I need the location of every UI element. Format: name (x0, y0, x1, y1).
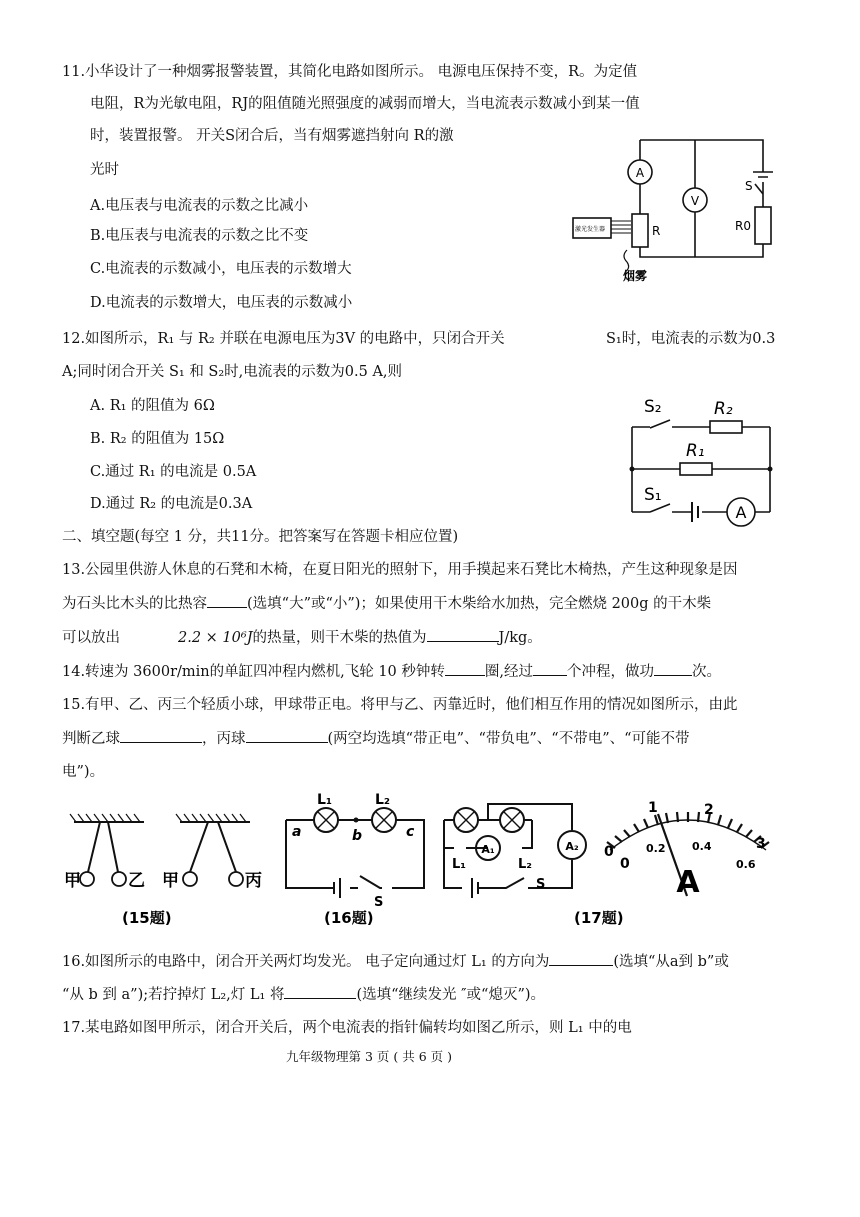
q15-line2 (62, 727, 690, 748)
q11-line3: 时，装置报警。 开关S闭合后，当有烟雾遮挡射向 R的激 (90, 128, 454, 144)
q14-blank-2[interactable] (533, 663, 567, 676)
fig17-l2: L₂ (518, 857, 532, 872)
fig17-caption: (17题) (574, 909, 624, 927)
q12-option-c: C.通过 R₁ 的电流是 0.5A (90, 464, 257, 480)
q16-blank-2[interactable] (284, 986, 356, 999)
fig16-l2: L₂ (375, 792, 391, 808)
q13-line3a: 可以放出 (62, 630, 120, 646)
q13-line3c: 的热量，则干木柴的热值为 (252, 630, 427, 646)
q12-line1b: S₁时，电流表的示数为0.3 (606, 331, 776, 347)
q14-part-d: 次。 (692, 664, 721, 680)
q15-line2c: (两空均选填“带正电”、“带负电”、“不带电”、“可能不带 (327, 731, 690, 747)
fig17-a1: A₁ (481, 843, 495, 856)
fig16-s: S (374, 895, 384, 910)
q11-circuit-figure (565, 132, 780, 287)
q14-part-a: 14.转速为 3600r/min的单缸四冲程内燃机,飞轮 10 秒钟转 (62, 664, 445, 680)
q13-line2 (62, 592, 711, 613)
q15-blank-2[interactable] (246, 730, 328, 743)
q11-laser-label: 激光发生器 (575, 226, 606, 233)
q17-line1: 17.某电路如图甲所示，闭合开关后，两个电流表的指针偏转均如图乙所示，则 L₁ 中的电 (62, 1020, 632, 1036)
fig17-s: S (536, 877, 546, 892)
fig17-unit-label: A (676, 865, 700, 900)
q16-line2a: “从 b 到 a”);若拧掉灯 L₂,灯 L₁ 将 (62, 987, 285, 1003)
fig15-jia-right: 甲 (162, 871, 179, 891)
q15-blank-1[interactable] (120, 730, 202, 743)
fig17-scale-0-outer: 0 (604, 844, 614, 860)
q16-line1a: 16.如图所示的电路中，闭合开关两灯均发光。 电子定向通过灯 L₁ 的方向为 (62, 954, 550, 970)
q11-line2: 电阻，R为光敏电阻，RJ的阻值随光照强度的减弱而增大，当电流表示数减小到某一值 (90, 96, 640, 112)
q12-s2-label: S₂ (644, 397, 662, 417)
q13-blank-2[interactable] (427, 629, 499, 642)
fig15-jia-left: 甲 (64, 871, 81, 891)
q13-unit: J/kg。 (498, 630, 542, 646)
q13-line2b: (选填“大”或“小”)；如果使用干木柴给水加热，完全燃烧 200g 的干木柴 (247, 596, 712, 612)
q11-option-d: D.电流表的示数增大，电压表的示数减小 (90, 295, 353, 311)
q12-line1a: 12.如图所示，R₁ 与 R₂ 并联在电源电压为3V 的电路中，只闭合开关 (62, 331, 505, 347)
q14-line (62, 660, 721, 681)
fig17-scale-0.2: 0.2 (646, 842, 666, 855)
q11-option-b: B.电压表与电流表的示数之比不变 (90, 228, 309, 244)
fig17-scale-0-inner: 0 (620, 856, 630, 872)
q11-option-c: C.电流表的示数减小，电压表的示数增大 (90, 261, 352, 277)
q11-voltmeter-label: V (690, 194, 700, 208)
q14-blank-1[interactable] (445, 663, 485, 676)
fig15-bing: 丙 (245, 871, 262, 891)
q15-line2b: ，丙球 (202, 731, 246, 747)
fig17-a2: A₂ (565, 840, 579, 853)
q13-blank-1[interactable] (207, 595, 247, 608)
fig17-scale-3: 3 (756, 836, 766, 852)
fig15-yi: 乙 (128, 871, 145, 891)
q12-line2: A;同时闭合开关 S₁ 和 S₂时,电流表的示数为0.5 A,则 (62, 364, 403, 380)
q16-line1b: (选填“从a到 b”或 (613, 954, 729, 970)
q16-line2b: (选填“继续发光 ″或“熄灭”)。 (356, 987, 546, 1003)
q15-line3: 电”)。 (62, 764, 105, 780)
fig15-caption: (15题) (122, 909, 172, 927)
fig17-scale-2: 2 (704, 802, 714, 818)
q13-line1: 13.公园里供游人休息的石凳和木椅，在夏日阳光的照射下，用手摸起来石凳比木椅热，产生这种现象是因 (62, 562, 738, 578)
q11-ammeter-label: A (635, 166, 645, 180)
q13-line3 (62, 626, 542, 647)
q14-part-b: 圈,经过 (484, 664, 533, 680)
q12-option-b: B. R₂ 的阻值为 15Ω (90, 431, 225, 447)
q11-option-a: A.电压表与电流表的示数之比减小 (90, 198, 309, 214)
q11-line4: 光时 (90, 162, 119, 178)
fig17-scale-0.4: 0.4 (692, 840, 712, 853)
q11-switch-label: S (745, 179, 753, 193)
q16-line1 (62, 950, 729, 971)
q16-blank-1[interactable] (549, 953, 613, 966)
q11-smoke-label: 烟雾 (623, 269, 648, 283)
q11-line1: 11.小华设计了一种烟雾报警装置，其简化电路如图所示。 电源电压保持不变，R。为定值 (62, 64, 638, 80)
q12-option-a: A. R₁ 的阻值为 6Ω (90, 398, 215, 414)
q12-s1-label: S₁ (644, 485, 662, 505)
figures-row (62, 792, 782, 934)
q11-r0-label: R0 (735, 219, 751, 233)
q12-r2-label: R₂ (714, 399, 733, 419)
fig16-l1: L₁ (317, 792, 333, 808)
q15-line2a: 判断乙球 (62, 731, 120, 747)
page-footer: 九年级物理第 3 页 ( 共 6 页 ) (286, 1049, 452, 1064)
fig17-scale-0.6: 0.6 (736, 858, 756, 871)
section-2-heading: 二、填空题(每空 1 分，共11分。把答案写在答题卡相应位置) (62, 529, 459, 545)
q12-circuit-figure (622, 392, 782, 532)
q12-ammeter-label: A (735, 503, 747, 522)
q16-line2 (62, 983, 545, 1004)
q14-blank-3[interactable] (654, 663, 692, 676)
fig16-caption: (16题) (324, 909, 374, 927)
q15-line1: 15.有甲、乙、丙三个轻质小球，甲球带正电。将甲与乙、丙靠近时，他们相互作用的情况如图所示，由此 (62, 697, 738, 713)
q14-part-c: 个冲程，做功 (567, 664, 654, 680)
q12-option-d: D.通过 R₂ 的电流是0.3A (90, 496, 253, 512)
fig16-a: a (292, 824, 302, 840)
q13-heat-value: 2.2 × 10⁶J (178, 630, 253, 646)
fig15-suspended-balls (70, 814, 250, 886)
fig16-b: b (352, 828, 363, 844)
fig17-scale-1: 1 (648, 800, 658, 816)
fig16-c: c (406, 824, 415, 840)
fig17-l1: L₁ (452, 857, 466, 872)
q11-r-label: R (652, 224, 661, 238)
q13-line2a: 为石头比木头的比热容 (62, 596, 207, 612)
q12-r1-label: R₁ (686, 441, 705, 461)
